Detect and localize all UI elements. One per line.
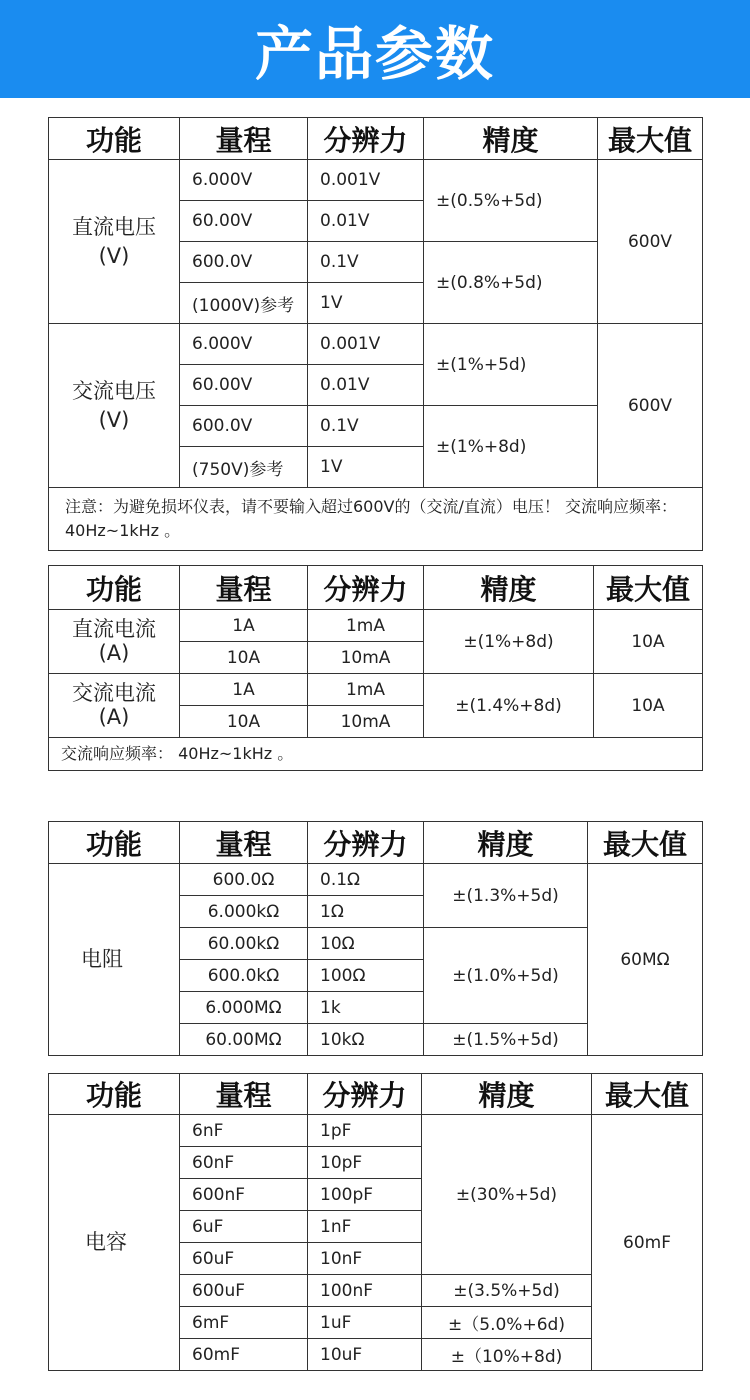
range-cell: 6.000MΩ (180, 992, 308, 1024)
voltage-spec-table (48, 117, 703, 551)
accuracy-cell: ±(1%+8d) (424, 610, 594, 674)
range-cell: 600uF (180, 1275, 308, 1307)
range-cell: 6mF (180, 1307, 308, 1339)
range-cell: 600.0kΩ (180, 960, 308, 992)
range-cell: (1000V)参考 (180, 283, 308, 324)
table-row (49, 610, 703, 642)
resolution-cell: 1pF (308, 1115, 422, 1147)
function-cell-resistance: 电阻 (49, 864, 180, 1056)
current-frequency-note: 交流响应频率： 40Hz~1kHz 。 (49, 738, 703, 771)
resolution-cell: 10pF (308, 1147, 422, 1179)
resolution-cell: 10Ω (308, 928, 424, 960)
range-cell: 6.000kΩ (180, 896, 308, 928)
range-cell: 10A (180, 706, 308, 738)
table-row (49, 488, 703, 551)
range-cell: 1A (180, 674, 308, 706)
range-cell: 600.0Ω (180, 864, 308, 896)
resolution-cell: 0.001V (308, 324, 424, 365)
resolution-cell: 1mA (308, 610, 424, 642)
accuracy-cell: ±(1.5%+5d) (424, 1024, 588, 1056)
function-cell-dc-current (49, 610, 180, 674)
accuracy-cell: ±(0.8%+5d) (424, 242, 598, 324)
col-header-resolution: 分辨力 (308, 1074, 422, 1115)
resolution-cell: 0.001V (308, 160, 424, 201)
resolution-cell: 10uF (308, 1339, 422, 1371)
max-value-cell: 60mF (592, 1115, 703, 1371)
col-header-resolution: 分辨力 (308, 822, 424, 864)
range-cell: 60.00V (180, 365, 308, 406)
resolution-cell: 1k (308, 992, 424, 1024)
accuracy-cell: ±(3.5%+5d) (422, 1275, 592, 1307)
page-title: 产品参数 (254, 20, 495, 88)
table-row (49, 160, 703, 201)
col-header-resolution: 分辨力 (308, 566, 424, 610)
resolution-cell: 100Ω (308, 960, 424, 992)
table-row (49, 738, 703, 771)
voltage-warning-note: 注意：为避免损坏仪表，请不要输入超过600V的（交流/直流）电压！ 交流响应频率： 40Hz~1kHz 。 (49, 488, 703, 551)
range-cell: 6.000V (180, 160, 308, 201)
function-unit: (A) (98, 704, 130, 729)
resolution-cell: 100nF (308, 1275, 422, 1307)
accuracy-cell: ±(1%+5d) (424, 324, 598, 406)
col-header-max: 最大值 (598, 118, 703, 160)
max-value-cell: 600V (598, 324, 703, 488)
col-header-range: 量程 (180, 118, 308, 160)
range-cell: 600nF (180, 1179, 308, 1211)
resolution-cell: 10kΩ (308, 1024, 424, 1056)
range-cell: 1A (180, 610, 308, 642)
max-value-cell: 600V (598, 160, 703, 324)
col-header-function: 功能 (49, 1074, 180, 1115)
resistance-spec-table (48, 821, 703, 1056)
col-header-accuracy: 精度 (424, 822, 588, 864)
table-header-row (49, 566, 703, 610)
table-row (49, 864, 703, 896)
col-header-max: 最大值 (594, 566, 703, 610)
function-label: 交流电压 (72, 379, 156, 404)
resolution-cell: 100pF (308, 1179, 422, 1211)
col-header-function: 功能 (49, 822, 180, 864)
range-cell: 600.0V (180, 242, 308, 283)
table-header-row (49, 822, 703, 864)
function-cell-ac-voltage (49, 324, 180, 488)
resolution-cell: 0.1Ω (308, 864, 424, 896)
accuracy-cell: ±(1%+8d) (424, 406, 598, 488)
resolution-cell: 1mA (308, 674, 424, 706)
resolution-cell: 0.01V (308, 201, 424, 242)
accuracy-cell: ±(0.5%+5d) (424, 160, 598, 242)
range-cell: 6.000V (180, 324, 308, 365)
range-cell: 60.00V (180, 201, 308, 242)
resolution-cell: 0.01V (308, 365, 424, 406)
range-cell: 60mF (180, 1339, 308, 1371)
max-value-cell: 60MΩ (588, 864, 703, 1056)
resolution-cell: 10nF (308, 1243, 422, 1275)
function-label: 交流电流 (72, 681, 156, 706)
col-header-max: 最大值 (592, 1074, 703, 1115)
range-cell: 600.0V (180, 406, 308, 447)
table-row (49, 674, 703, 706)
capacitance-spec-table (48, 1073, 703, 1371)
col-header-accuracy: 精度 (424, 118, 598, 160)
table-header-row (49, 1074, 703, 1115)
max-value-cell: 10A (594, 674, 703, 738)
col-header-max: 最大值 (588, 822, 703, 864)
function-label: 直流电压 (72, 215, 156, 240)
accuracy-cell: ±(1.0%+5d) (424, 928, 588, 1024)
col-header-accuracy: 精度 (422, 1074, 592, 1115)
col-header-accuracy: 精度 (424, 566, 594, 610)
function-cell-ac-current (49, 674, 180, 738)
range-cell: 6nF (180, 1115, 308, 1147)
range-cell: 60nF (180, 1147, 308, 1179)
range-cell: 6uF (180, 1211, 308, 1243)
resolution-cell: 1V (308, 447, 424, 488)
col-header-function: 功能 (49, 118, 180, 160)
table-row (49, 1115, 703, 1147)
resolution-cell: 0.1V (308, 406, 424, 447)
max-value-cell: 10A (594, 610, 703, 674)
function-unit: (A) (98, 640, 130, 665)
resolution-cell: 1uF (308, 1307, 422, 1339)
table-header-row (49, 118, 703, 160)
accuracy-cell: ±（5.0%+6d) (422, 1307, 592, 1339)
function-cell-capacitance: 电容 (49, 1115, 180, 1371)
current-spec-table (48, 565, 703, 771)
resolution-cell: 1V (308, 283, 424, 324)
accuracy-cell: ±(30%+5d) (422, 1115, 592, 1275)
resolution-cell: 1Ω (308, 896, 424, 928)
function-label: 直流电流 (72, 617, 156, 642)
table-row (49, 324, 703, 365)
function-unit: (V) (98, 243, 130, 268)
col-header-range: 量程 (180, 1074, 308, 1115)
col-header-function: 功能 (49, 566, 180, 610)
function-cell-dc-voltage (49, 160, 180, 324)
range-cell: 60.00kΩ (180, 928, 308, 960)
accuracy-cell: ±(1.3%+5d) (424, 864, 588, 928)
col-header-range: 量程 (180, 822, 308, 864)
resolution-cell: 10mA (308, 706, 424, 738)
col-header-range: 量程 (180, 566, 308, 610)
function-unit: (V) (98, 407, 130, 432)
header-banner (0, 0, 750, 98)
range-cell: 60.00MΩ (180, 1024, 308, 1056)
range-cell: 60uF (180, 1243, 308, 1275)
accuracy-cell: ±（10%+8d) (422, 1339, 592, 1371)
resolution-cell: 10mA (308, 642, 424, 674)
range-cell: (750V)参考 (180, 447, 308, 488)
resolution-cell: 1nF (308, 1211, 422, 1243)
col-header-resolution: 分辨力 (308, 118, 424, 160)
resolution-cell: 0.1V (308, 242, 424, 283)
range-cell: 10A (180, 642, 308, 674)
accuracy-cell: ±(1.4%+8d) (424, 674, 594, 738)
